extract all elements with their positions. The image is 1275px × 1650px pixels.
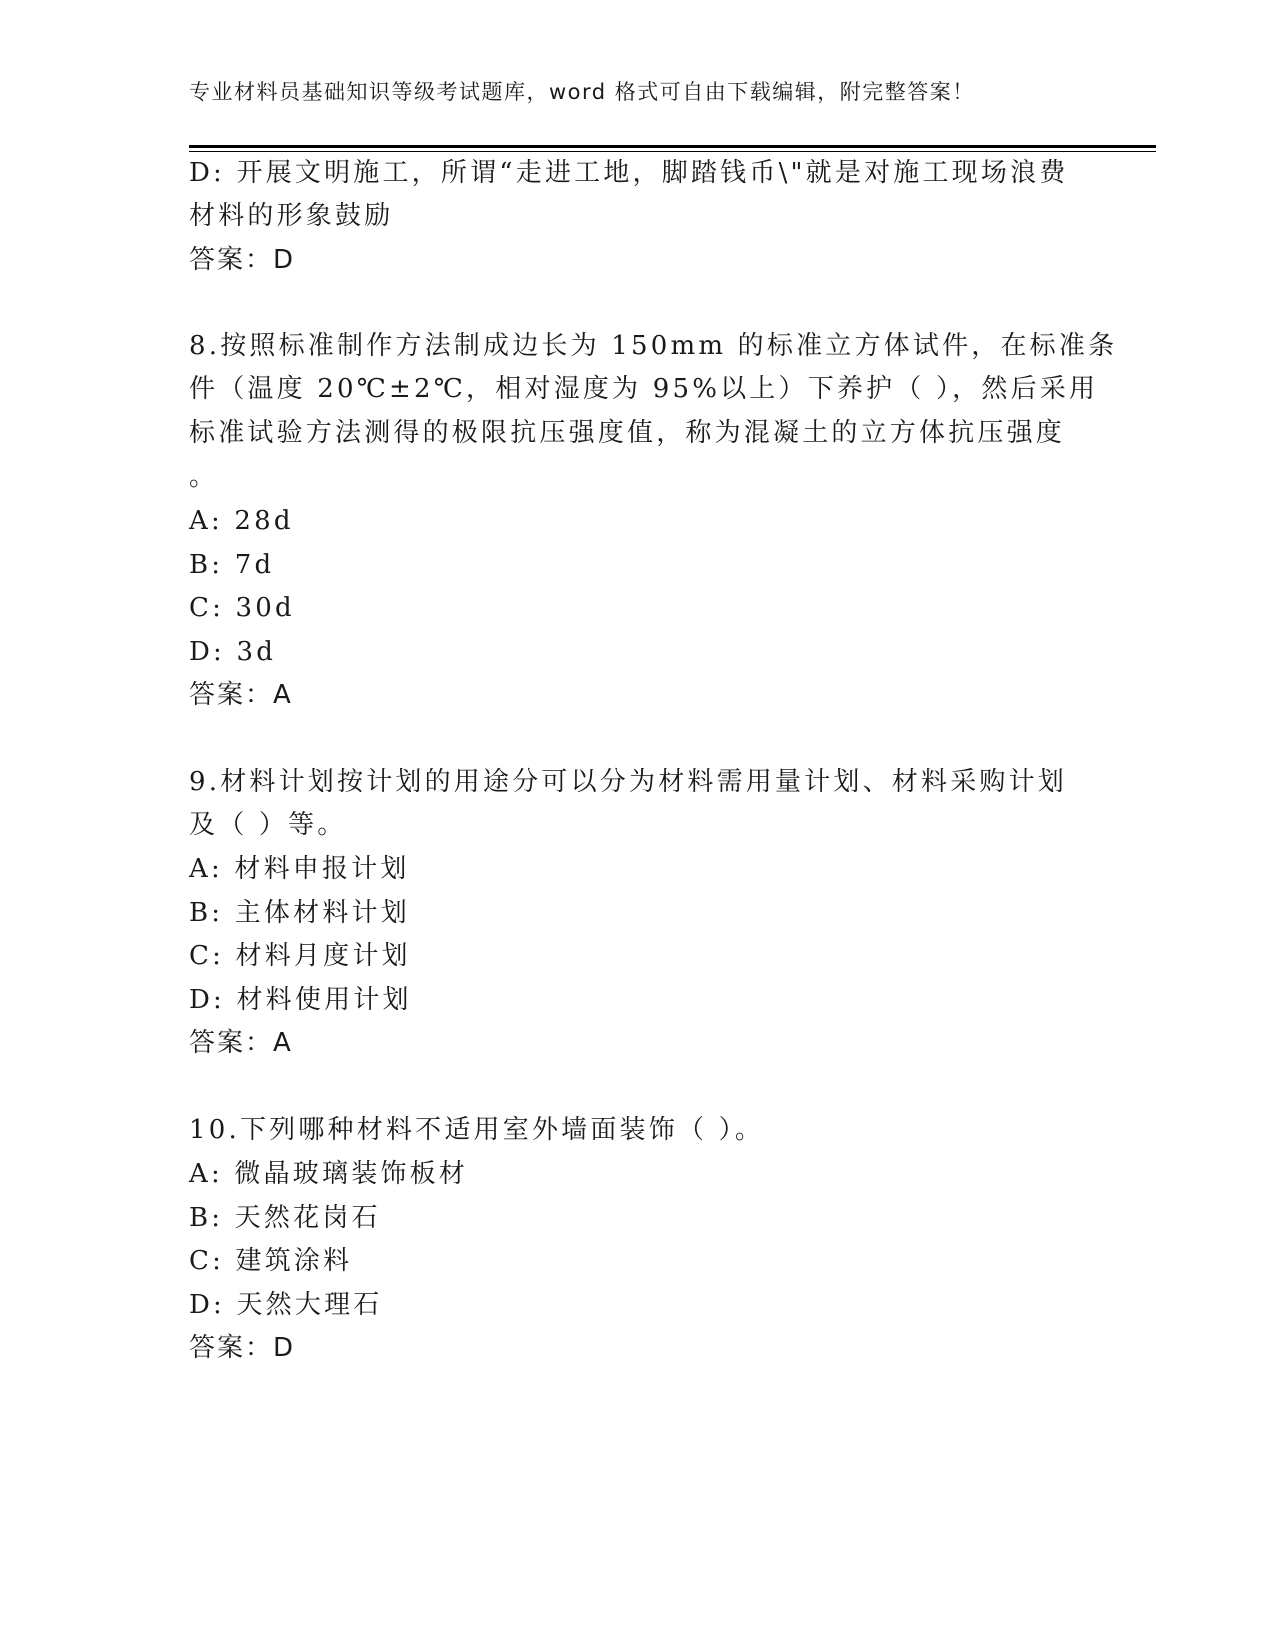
q7-answer: 答案：D	[189, 245, 296, 275]
q9-option-b: B: 主体材料计划	[189, 898, 410, 928]
q8-option-c: C: 30d	[189, 593, 295, 623]
q10-answer: 答案：D	[189, 1333, 296, 1363]
q8-stem-line4: 。	[189, 462, 219, 492]
q9-stem-line2: 及（ ）等。	[189, 810, 347, 840]
header-rule-thick	[189, 145, 1156, 148]
q9-answer: 答案：A	[189, 1028, 293, 1058]
q10-option-d: D: 天然大理石	[189, 1290, 383, 1320]
q8-option-d: D: 3d	[189, 637, 277, 667]
q7-option-d-line2: 材料的形象鼓励	[189, 201, 394, 231]
q7-option-d-line1: D: 开展文明施工，所谓“走进工地，脚踏钱币\"就是对施工现场浪费	[189, 158, 1069, 188]
q9-option-a: A: 材料申报计划	[189, 854, 410, 884]
q8-stem-line2: 件（温度 20℃±2℃，相对湿度为 95%以上）下养护（ ），然后采用	[189, 374, 1099, 404]
q8-stem-line1: 8.按照标准制作方法制成边长为 150mm 的标准立方体试件，在标准条	[189, 331, 1118, 361]
q10-stem-line1: 10.下列哪种材料不适用室外墙面装饰（ ）。	[189, 1115, 765, 1145]
q9-option-d: D: 材料使用计划	[189, 985, 412, 1015]
q9-option-c: C: 材料月度计划	[189, 941, 411, 971]
q10-option-c: C: 建筑涂料	[189, 1246, 353, 1276]
page-header: 专业材料员基础知识等级考试题库，word 格式可自由下载编辑，附完整答案！	[189, 80, 975, 104]
q10-option-b: B: 天然花岗石	[189, 1203, 381, 1233]
q8-stem-line3: 标准试验方法测得的极限抗压强度值，称为混凝土的立方体抗压强度	[189, 418, 1066, 448]
q8-answer: 答案：A	[189, 680, 293, 710]
header-rule-thin	[189, 151, 1156, 152]
q10-option-a: A: 微晶玻璃装饰板材	[189, 1159, 469, 1189]
q8-option-b: B: 7d	[189, 550, 275, 580]
q9-stem-line1: 9.材料计划按计划的用途分可以分为材料需用量计划、材料采购计划	[189, 767, 1068, 797]
q8-option-a: A: 28d	[189, 506, 294, 536]
